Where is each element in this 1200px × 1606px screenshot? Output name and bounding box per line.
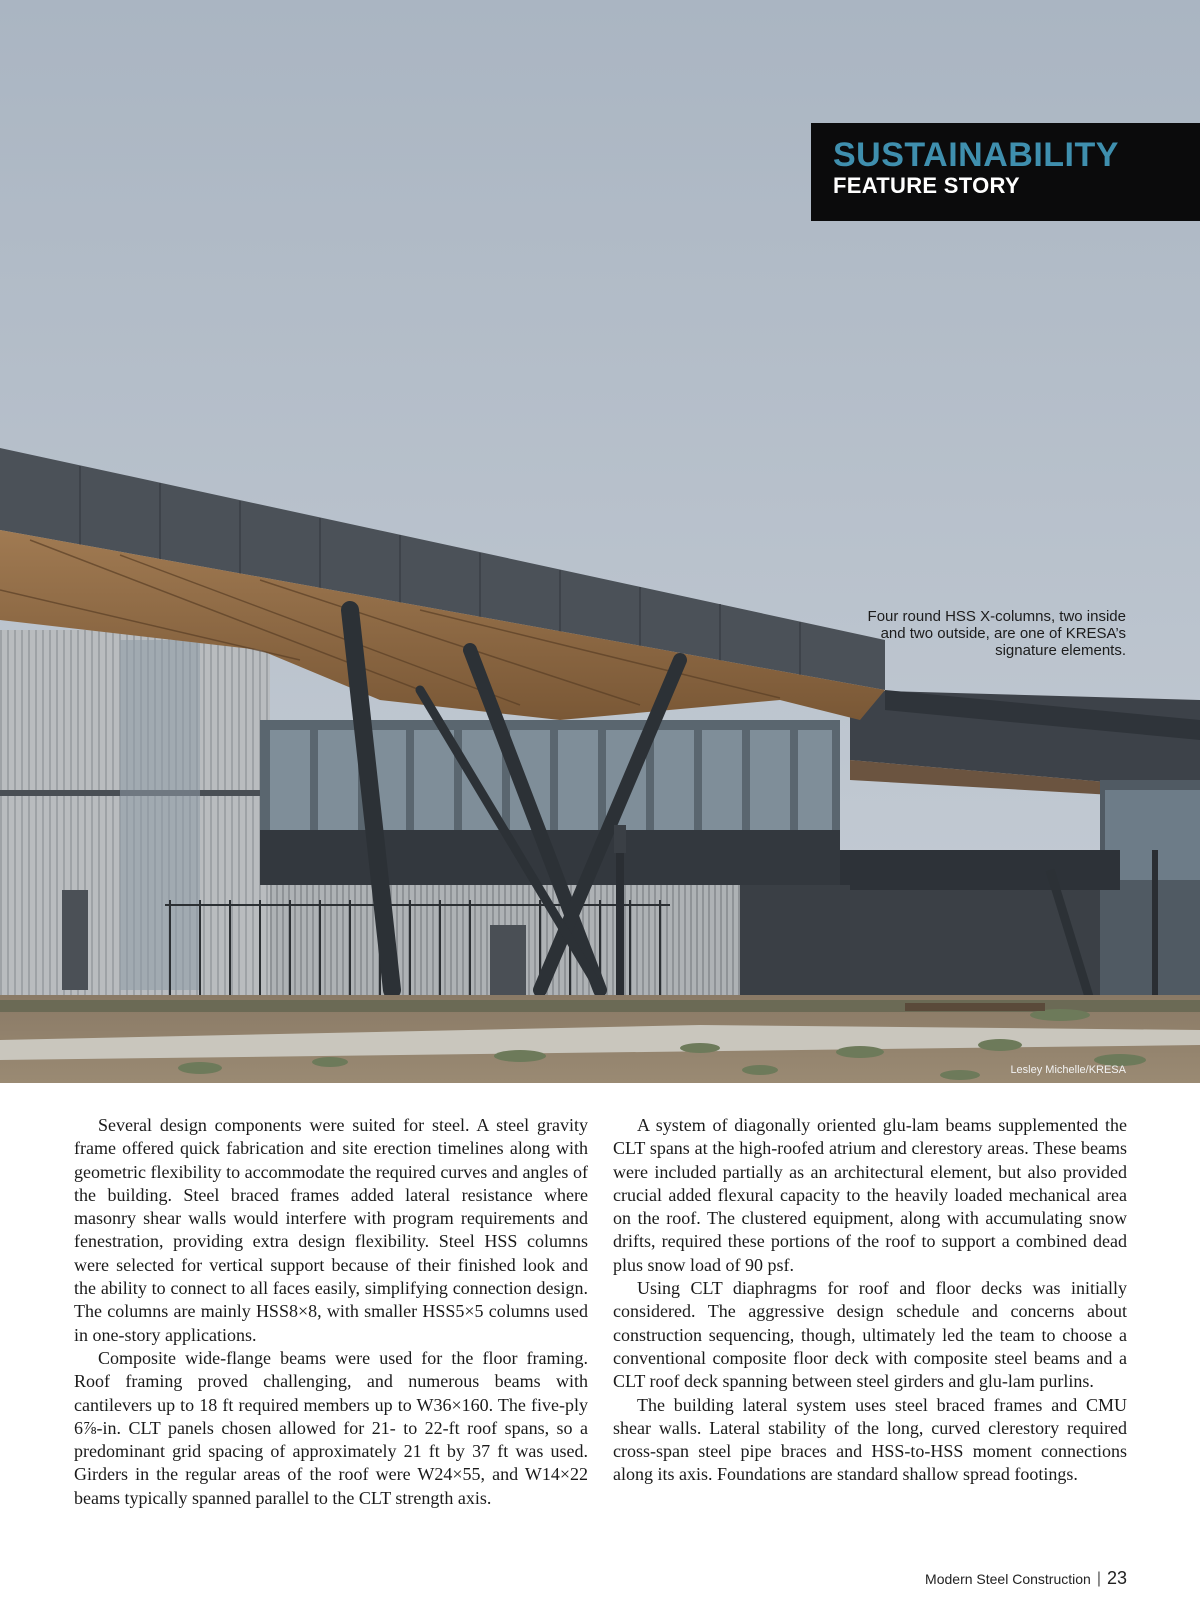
photo-caption: Four round HSS X-columns, two inside and two outside, are one of KRESA’s signature elements. [867, 608, 1126, 659]
paragraph: The building lateral system uses steel braced frames and CMU shear walls. Lateral stability of the long, curved clerestory required cross-span steel pipe braces and HSS-to-HSS moment connections along its axis. Foundations are standard shallow spread footings. [613, 1394, 1127, 1485]
section-kicker: SUSTAINABILITY [833, 136, 1119, 174]
article-body [74, 1114, 1127, 1514]
footer-separator: | [1096, 1569, 1101, 1587]
publication-name: Modern Steel Construction [925, 1570, 1091, 1587]
page-number: 23 [1106, 1568, 1127, 1588]
photo-credit: Lesley Michelle/KRESA [1010, 1064, 1126, 1076]
paragraph: Several design components were suited for steel. A steel gravity frame offered quick fabrication and site erection timelines along with geometric flexibility to accommodate the required curves and angles of the building. Steel braced frames added lateral resistance where masonry shear walls would interfere with program requirements and fenestration, providing extra design flexibility. Steel HSS columns were selected for vertical support because of their finished look and the ability to connect to all faces easily, simplifying connection design. The columns are mainly HSS8×8, with smaller HSS5×5 columns used in one-story applications. [74, 1115, 588, 1345]
section-label: FEATURE STORY [833, 173, 1020, 198]
section-tag [811, 123, 1200, 221]
paragraph: A system of diagonally oriented glu-lam beams supplemented the CLT spans at the high-roofed atrium and clerestory areas. These beams were included partially as an architectural element, but also provided crucial added flexural capacity to the heavily loaded mechanical area on the roof. The clustered equipment, along with accumulating snow drifts, required these portions of the roof to support a combined dead plus snow load of 90 psf. [613, 1115, 1127, 1275]
page-footer [925, 1568, 1127, 1589]
right-column [613, 1114, 1127, 1487]
paragraph: Using CLT diaphragms for roof and floor decks was initially considered. The aggressive design schedule and concerns about construction sequencing, though, ultimately led the team to choose a conventional composite floor deck with composite steel beams and a CLT roof deck spanning between steel girders and glu-lam purlins. [613, 1278, 1127, 1392]
paragraph: Composite wide-flange beams were used for the floor framing. Roof framing proved challenging, and numerous beams with cantilevers up to 18 ft required members up to W36×160. The five-ply 6⅞-in. CLT panels chosen allowed for 21- to 22-ft roof spans, so a predominant grid spacing of approximately 21 ft by 37 ft was used. Girders in the regular areas of the roof were W24×55, and W14×22 beams typically spanned parallel to the CLT strength axis. [74, 1347, 588, 1508]
left-column [74, 1114, 588, 1510]
